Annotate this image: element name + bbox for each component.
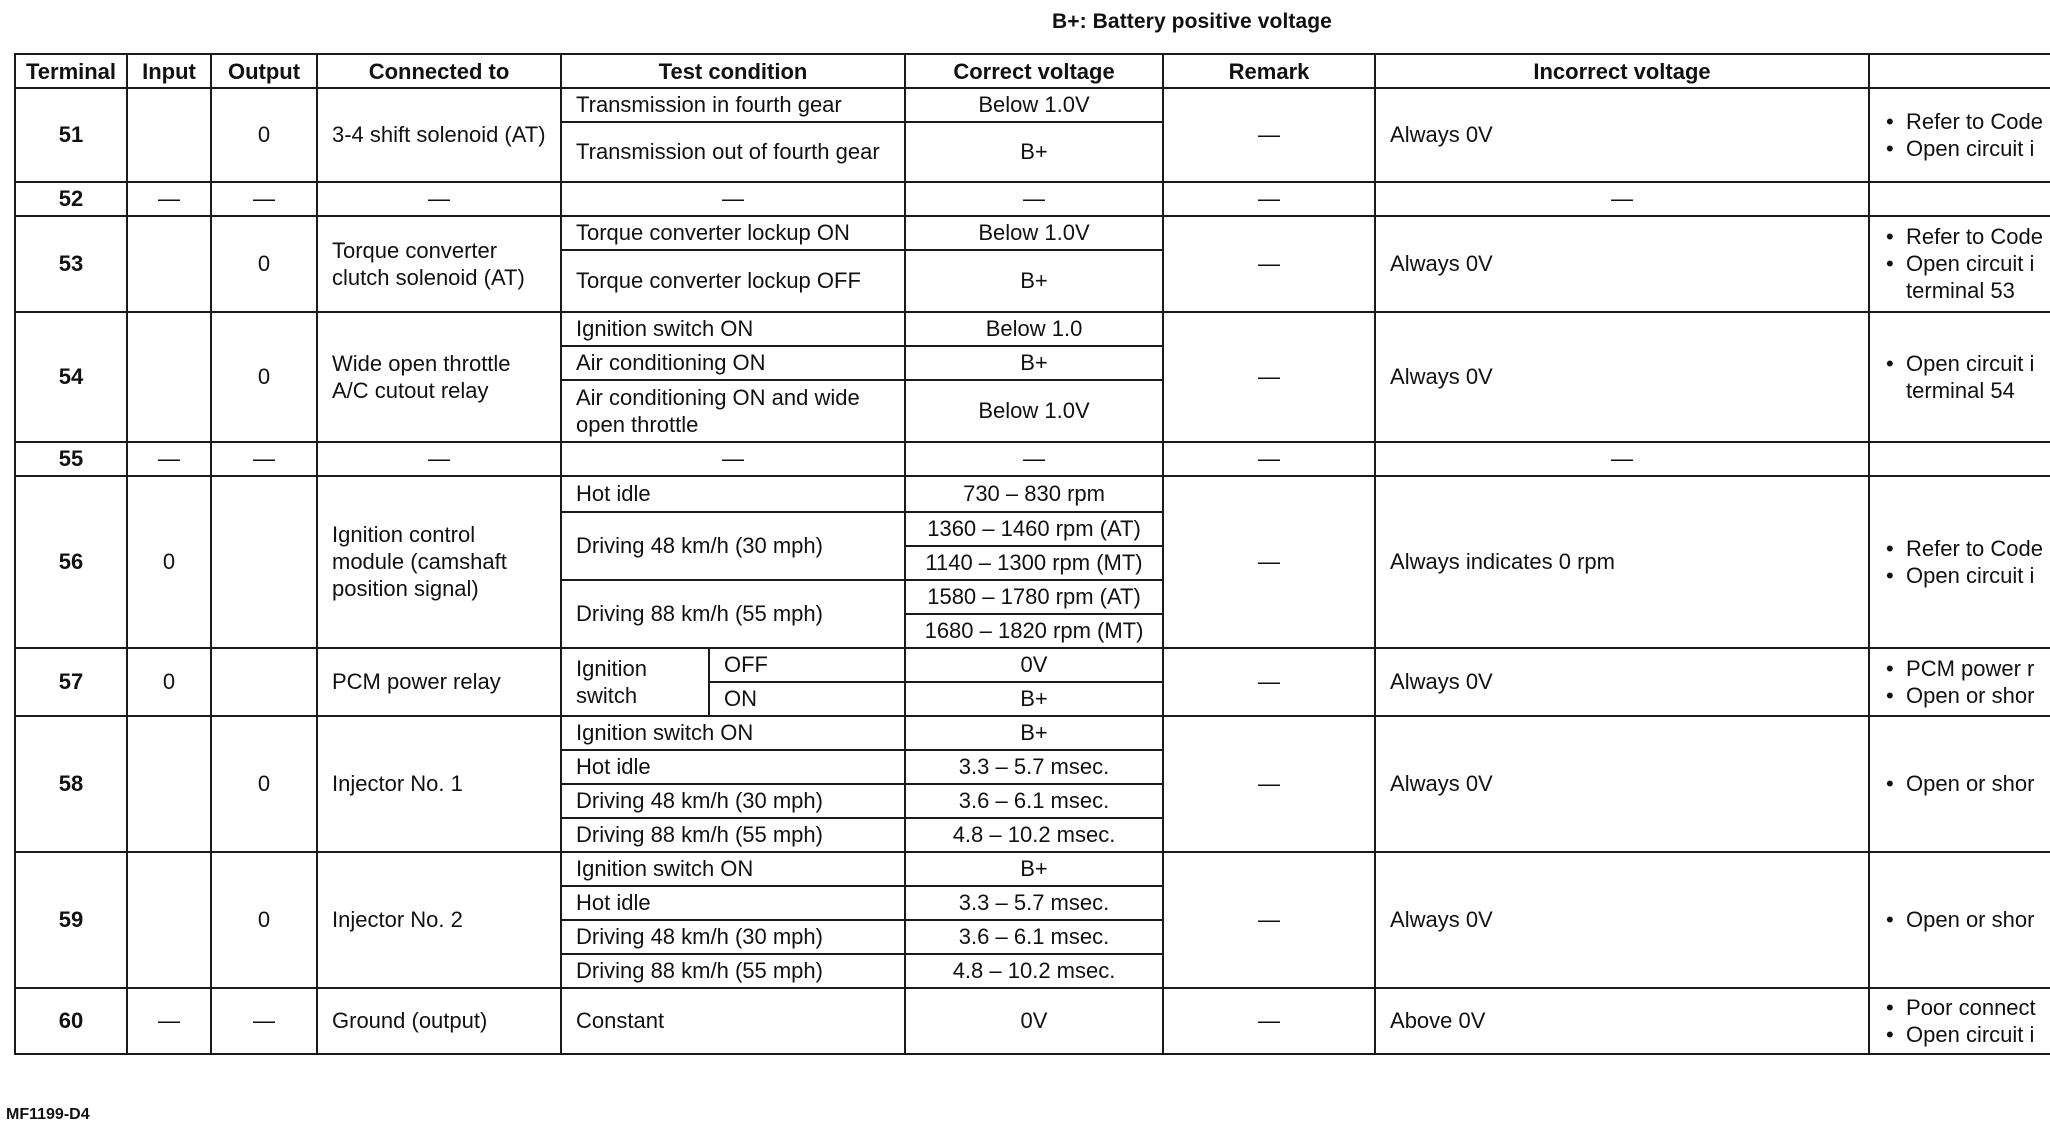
table-row xyxy=(15,442,2050,476)
action-cell xyxy=(1869,442,2050,476)
connected-cell: 3-4 shift solenoid (AT) xyxy=(317,88,561,182)
voltage-cell: 4.8 – 10.2 msec. xyxy=(905,818,1163,852)
incorrect-voltage-cell: Always 0V xyxy=(1375,648,1869,716)
action-cell xyxy=(1869,648,2050,716)
voltage-cell: B+ xyxy=(905,716,1163,750)
note-continuation: terminal 54 xyxy=(1906,377,2015,403)
document-code: MF1199-D4 xyxy=(6,1106,90,1123)
voltage-cell: 0V xyxy=(905,648,1163,682)
note-continuation: terminal 53 xyxy=(1906,278,2015,303)
voltage-cell: — xyxy=(905,442,1163,476)
input-cell: — xyxy=(127,182,211,216)
voltage-cell: B+ xyxy=(905,346,1163,380)
output-cell xyxy=(211,476,317,648)
input-cell xyxy=(127,716,211,852)
test-condition-cell: Hot idle xyxy=(561,476,905,512)
output-cell: — xyxy=(211,988,317,1054)
output-cell: 0 xyxy=(211,312,317,442)
incorrect-voltage-cell: Always 0V xyxy=(1375,852,1869,988)
note-item: • Refer to Code xyxy=(1884,108,2050,135)
incorrect-voltage-cell: Always 0V xyxy=(1375,312,1869,442)
terminal-cell: 59 xyxy=(15,852,127,988)
test-condition-cell: Constant xyxy=(561,988,905,1054)
test-condition-cell: Ignition switch ON xyxy=(561,716,905,750)
output-cell: — xyxy=(211,182,317,216)
voltage-cell: 1680 – 1820 rpm (MT) xyxy=(905,614,1163,648)
connected-cell: Torque converter clutch solenoid (AT) xyxy=(317,216,561,312)
note-item: • Open circuit i xyxy=(1884,250,2050,277)
voltage-cell: B+ xyxy=(905,250,1163,312)
input-cell: — xyxy=(127,442,211,476)
terminal-cell: 54 xyxy=(15,312,127,442)
voltage-cell: 1140 – 1300 rpm (MT) xyxy=(905,546,1163,580)
input-cell xyxy=(127,312,211,442)
action-cell xyxy=(1869,852,2050,988)
test-condition-cell: — xyxy=(561,442,905,476)
action-cell xyxy=(1869,476,2050,648)
test-condition-cell: Driving 88 km/h (55 mph) xyxy=(561,580,905,648)
note-item: • PCM power r xyxy=(1884,655,2050,682)
input-cell: — xyxy=(127,988,211,1054)
test-condition-cell: Torque converter lockup OFF xyxy=(561,250,905,312)
table-row xyxy=(15,216,2050,250)
action-cell xyxy=(1869,88,2050,182)
note-item: • Refer to Code xyxy=(1884,223,2050,250)
table-row xyxy=(15,648,2050,682)
remark-cell: — xyxy=(1163,476,1375,648)
remark-cell: — xyxy=(1163,88,1375,182)
switch-state-cell: OFF xyxy=(709,648,905,682)
incorrect-voltage-cell: Above 0V xyxy=(1375,988,1869,1054)
output-cell: 0 xyxy=(211,716,317,852)
header-test-condition: Test condition xyxy=(561,54,905,88)
voltage-cell: B+ xyxy=(905,122,1163,182)
header-action xyxy=(1869,54,2050,88)
header-correct-voltage: Correct voltage xyxy=(905,54,1163,88)
voltage-cell: B+ xyxy=(905,682,1163,716)
voltage-cell: 1580 – 1780 rpm (AT) xyxy=(905,580,1163,614)
header-row xyxy=(15,54,2050,88)
connected-cell: Injector No. 1 xyxy=(317,716,561,852)
header-remark: Remark xyxy=(1163,54,1375,88)
input-cell xyxy=(127,88,211,182)
note-item: • Open or shor xyxy=(1884,770,2050,797)
voltage-cell: — xyxy=(905,182,1163,216)
output-cell xyxy=(211,648,317,716)
header-connected-to: Connected to xyxy=(317,54,561,88)
action-cell xyxy=(1869,216,2050,312)
test-condition-cell: Driving 88 km/h (55 mph) xyxy=(561,954,905,988)
test-condition-cell: Driving 48 km/h (30 mph) xyxy=(561,784,905,818)
connected-cell: PCM power relay xyxy=(317,648,561,716)
remark-cell: — xyxy=(1163,716,1375,852)
remark-cell: — xyxy=(1163,442,1375,476)
terminal-spec-table xyxy=(14,53,2050,1055)
voltage-cell: 3.6 – 6.1 msec. xyxy=(905,920,1163,954)
output-cell: 0 xyxy=(211,88,317,182)
voltage-cell: B+ xyxy=(905,852,1163,886)
remark-cell: — xyxy=(1163,852,1375,988)
test-condition-cell: Driving 48 km/h (30 mph) xyxy=(561,920,905,954)
test-condition-cell: Air conditioning ON and wide open throttle xyxy=(561,380,905,442)
output-cell: 0 xyxy=(211,216,317,312)
output-cell: 0 xyxy=(211,852,317,988)
voltage-cell: 3.6 – 6.1 msec. xyxy=(905,784,1163,818)
action-cell xyxy=(1869,988,2050,1054)
note-item: • Open circuit i xyxy=(1884,562,2050,589)
header-incorrect-voltage: Incorrect voltage xyxy=(1375,54,1869,88)
remark-cell: — xyxy=(1163,648,1375,716)
terminal-cell: 58 xyxy=(15,716,127,852)
header-output: Output xyxy=(211,54,317,88)
voltage-cell: 730 – 830 rpm xyxy=(905,476,1163,512)
terminal-cell: 57 xyxy=(15,648,127,716)
table-row xyxy=(15,182,2050,216)
incorrect-voltage-cell: Always 0V xyxy=(1375,716,1869,852)
input-cell: 0 xyxy=(127,476,211,648)
note-item: • Open or shor xyxy=(1884,682,2050,709)
test-condition-cell: Torque converter lockup ON xyxy=(561,216,905,250)
test-condition-cell: Hot idle xyxy=(561,886,905,920)
voltage-cell: 3.3 – 5.7 msec. xyxy=(905,886,1163,920)
voltage-cell: Below 1.0V xyxy=(905,88,1163,122)
note-item: • Refer to Code xyxy=(1884,535,2050,562)
test-condition-cell: Air conditioning ON xyxy=(561,346,905,380)
input-cell xyxy=(127,216,211,312)
connected-cell: — xyxy=(317,182,561,216)
voltage-cell: 4.8 – 10.2 msec. xyxy=(905,954,1163,988)
incorrect-voltage-cell: — xyxy=(1375,182,1869,216)
voltage-cell: Below 1.0V xyxy=(905,216,1163,250)
note-item: • Poor connect xyxy=(1884,994,2050,1021)
incorrect-voltage-cell: Always 0V xyxy=(1375,88,1869,182)
connected-cell: Ignition control module (camshaft position signal) xyxy=(317,476,561,648)
input-cell xyxy=(127,852,211,988)
table-row xyxy=(15,88,2050,122)
connected-cell: Wide open throttle A/C cutout relay xyxy=(317,312,561,442)
table-row xyxy=(15,716,2050,750)
note-item: • Open or shor xyxy=(1884,906,2050,933)
test-condition-cell: Transmission in fourth gear xyxy=(561,88,905,122)
note-item: • Open circuit i xyxy=(1884,135,2050,162)
test-condition-cell: — xyxy=(561,182,905,216)
incorrect-voltage-cell: Always 0V xyxy=(1375,216,1869,312)
legend-note: B+: Battery positive voltage xyxy=(1052,10,1332,33)
terminal-cell: 60 xyxy=(15,988,127,1054)
remark-cell: — xyxy=(1163,988,1375,1054)
input-cell: 0 xyxy=(127,648,211,716)
voltage-cell: Below 1.0V xyxy=(905,380,1163,442)
note-item: • Open circuit i xyxy=(1884,1021,2050,1048)
test-condition-cell: Ignition switch ON xyxy=(561,312,905,346)
voltage-cell: 0V xyxy=(905,988,1163,1054)
remark-cell: — xyxy=(1163,312,1375,442)
connected-cell: — xyxy=(317,442,561,476)
terminal-cell: 55 xyxy=(15,442,127,476)
note-item: • Open circuit i xyxy=(1884,350,2050,377)
action-cell xyxy=(1869,716,2050,852)
table-row xyxy=(15,312,2050,346)
test-condition-cell: Driving 88 km/h (55 mph) xyxy=(561,818,905,852)
action-cell xyxy=(1869,182,2050,216)
terminal-cell: 53 xyxy=(15,216,127,312)
remark-cell: — xyxy=(1163,216,1375,312)
test-condition-cell: Ignition switch ON xyxy=(561,852,905,886)
connected-cell: Injector No. 2 xyxy=(317,852,561,988)
switch-label-cell: Ignition switch xyxy=(561,648,709,716)
voltage-cell: 1360 – 1460 rpm (AT) xyxy=(905,512,1163,546)
output-cell: — xyxy=(211,442,317,476)
terminal-cell: 51 xyxy=(15,88,127,182)
test-condition-cell: Transmission out of fourth gear xyxy=(561,122,905,182)
switch-state-cell: ON xyxy=(709,682,905,716)
incorrect-voltage-cell: Always indicates 0 rpm xyxy=(1375,476,1869,648)
table-row xyxy=(15,852,2050,886)
header-terminal: Terminal xyxy=(15,54,127,88)
header-input: Input xyxy=(127,54,211,88)
connected-cell: Ground (output) xyxy=(317,988,561,1054)
incorrect-voltage-cell: — xyxy=(1375,442,1869,476)
action-cell xyxy=(1869,312,2050,442)
voltage-cell: Below 1.0 xyxy=(905,312,1163,346)
terminal-cell: 52 xyxy=(15,182,127,216)
test-condition-cell: Driving 48 km/h (30 mph) xyxy=(561,512,905,580)
table-row xyxy=(15,988,2050,1054)
remark-cell: — xyxy=(1163,182,1375,216)
voltage-cell: 3.3 – 5.7 msec. xyxy=(905,750,1163,784)
table-row xyxy=(15,476,2050,512)
test-condition-cell: Hot idle xyxy=(561,750,905,784)
terminal-cell: 56 xyxy=(15,476,127,648)
